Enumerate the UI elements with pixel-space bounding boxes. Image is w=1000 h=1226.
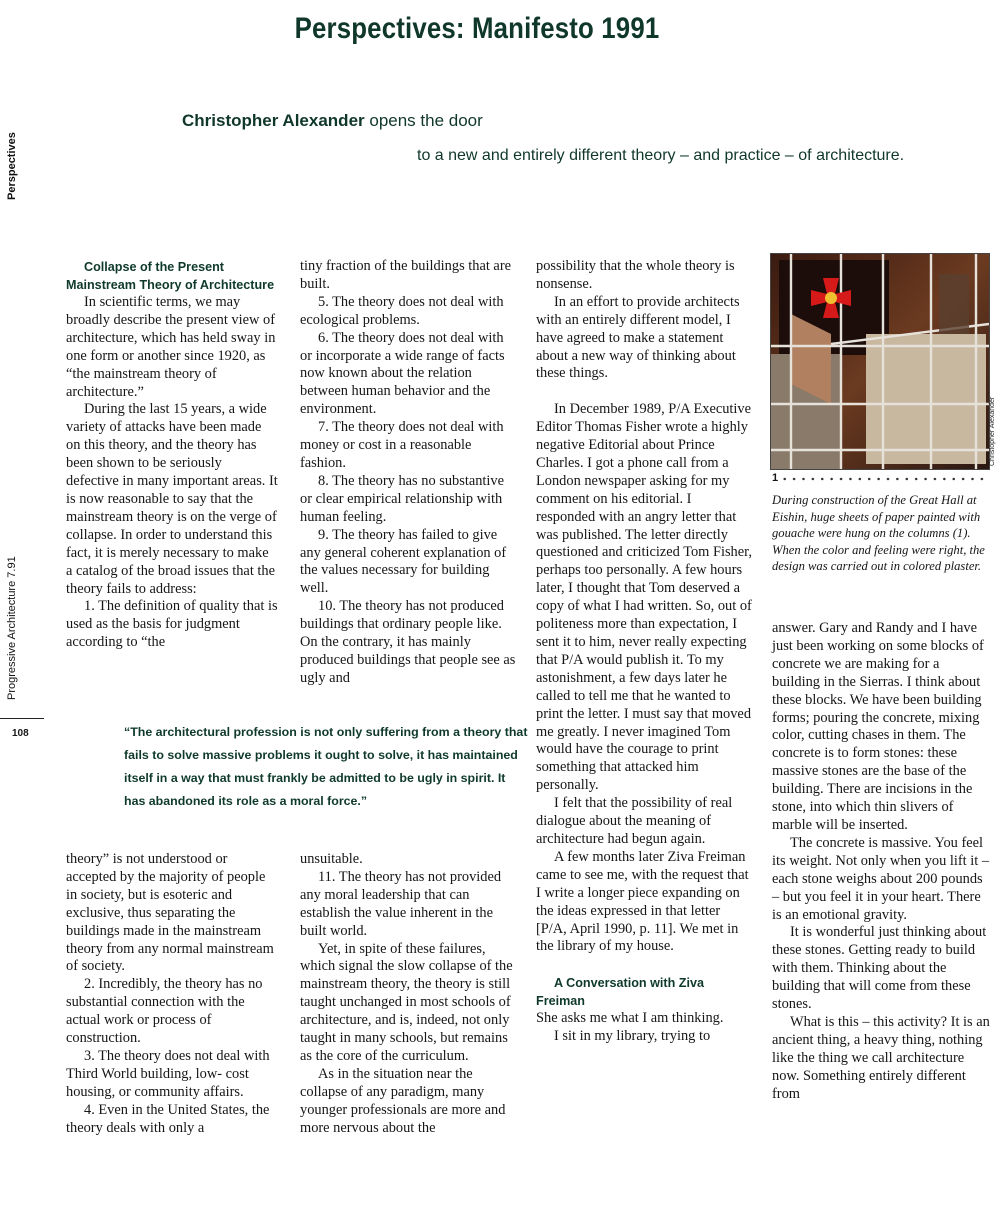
paragraph: possibility that the whole theory is nonsense. — [536, 258, 735, 292]
pull-quote: “The architectural profession is not only suffering from a theory that fails to solve massive problems it ought to solve, it has maintained itself in a way that must frankly be admitted to be ugly in spirit. It has abandoned its role as a moral force.” — [124, 725, 528, 808]
column-1-bottom — [66, 851, 278, 1138]
paragraph: I felt that the possibility of real dialogue about the meaning of architecture had begun again. — [536, 795, 733, 847]
figure-caption: During construction of the Great Hall at Eishin, huge sheets of paper painted with gouache were hung on the columns (1). When the color and feeling were right, the design was carried out in colored plaster. — [772, 493, 985, 573]
magazine-folio: Progressive Architecture 7.91 — [6, 556, 18, 700]
paragraph: 2. Incredibly, the theory has no substantial connection with the actual work or process of construction. — [66, 976, 263, 1047]
author-name: Christopher Alexander — [182, 111, 365, 130]
paragraph: theory” is not understood or accepted by the majority of people in society, but is esoteric and exclusive, thus separating the buildings made in the mainstream theory from any normal mainstream of society. — [66, 851, 274, 975]
page-number: 108 — [12, 728, 29, 739]
byline — [182, 111, 483, 131]
section-heading: A Conversation with Ziva Freiman — [536, 976, 704, 1009]
paragraph: answer. Gary and Randy and I have just been working on some blocks of concrete we are making for a building in the Sierras. I think about these blocks. We have been building forms; pouring the concrete, mixing color, cutting chases in them. The concrete is to form stones: these massive stones are the base of the building. There are incisions in the stone, into which thin slivers of marble will be inserted. — [772, 620, 984, 833]
paragraph: In an effort to provide architects with an entirely different model, I have agreed to make a statement about a new way of thinking about these things. — [536, 293, 740, 382]
folio-rule — [0, 718, 44, 719]
section-label: Perspectives — [6, 132, 18, 200]
column-2-bottom — [300, 851, 518, 1138]
paragraph: 5. The theory does not deal with ecological problems. — [300, 293, 504, 328]
paragraph: In December 1989, P/A Executive Editor Thomas Fisher wrote a highly negative Editorial about Prince Charles. I got a phone call from a London newspaper asking for my comment on his editorial. I responded with an angry letter that was published. The letter directly questioned and criticized Tom Fisher, perhaps too personally. A few hours later, I thought that Tom deserved a copy of what I had written. So, out of politeness more than expectation, I sent it to him, never really expecting that P/A would publish it. To my astonishment, a few days later he called to tell me that he wanted to print the letter. I must say that moved me greatly. I never imagined Tom would have the courage to print something that attacked him personally. — [536, 401, 752, 794]
paragraph: As in the situation near the collapse of any paradigm, many younger professionals are more and more nervous about the — [300, 1065, 506, 1136]
paragraph: During the last 15 years, a wide variety of attacks have been made on this theory, and the theory has been shown to be seriously defective in many important areas. It is now reasonable to say that the mainstream theory is on the verge of collapse. In order to understand this fact, it is merely necessary to make a catalog of the broad issues that the theory fails to address: — [66, 401, 278, 597]
paragraph: In scientific terms, we may broadly describe the present view of architecture, which has held sway in one form or another since 1920, as “the mainstream theory of architecture.” — [66, 294, 276, 400]
paragraph: A few months later Ziva Freiman came to see me, with the request that I write a longer piece expanding on the ideas expressed in that letter [P/A, April 1990, p. 11]. We met in the library of my house. — [536, 848, 749, 955]
paragraph: 7. The theory does not deal with money or cost in a reasonable fashion. — [300, 419, 504, 471]
paragraph: The concrete is massive. You feel its weight. Not only when you lift it – each stone weighs about 200 pounds – but you feel it in your heart. There is an emotional gravity. — [772, 834, 990, 923]
column-4 — [772, 620, 990, 1103]
paragraph: 6. The theory does not deal with or incorporate a wide range of facts now known about the relation between human behavior and the environment. — [300, 329, 505, 418]
paragraph: 9. The theory has failed to give any general coherent explanation of the values necessary for building well. — [300, 526, 507, 597]
paragraph: It is wonderful just thinking about these stones. Getting ready to build with them. Thinking about the building that will come from these stones. — [772, 924, 987, 1013]
photo-credit: Christopher Alexander — [989, 396, 996, 466]
paragraph: unsuitable. — [300, 851, 363, 867]
paragraph: 8. The theory has no substantive or clear empirical relationship with human feeling. — [300, 472, 504, 525]
paragraph: 3. The theory does not deal with Third World building, low- cost housing, or community affairs. — [66, 1047, 270, 1100]
paragraph: 10. The theory has not produced buildings that ordinary people like. On the contrary, it has mainly produced buildings that people see as ugly and — [300, 598, 516, 686]
column-3 — [536, 258, 754, 1046]
byline-text: opens the door — [364, 111, 483, 130]
column-1-top — [66, 258, 278, 652]
paragraph: She asks me what I am thinking. — [536, 1010, 724, 1027]
photo-illustration — [771, 254, 989, 469]
paragraph: 4. Even in the United States, the theory deals with only a — [66, 1101, 270, 1136]
paragraph: Yet, in spite of these failures, which signal the slow collapse of the mainstream theory, the theory is still taught unchanged in most schools of architecture, and is, indeed, not only taught in many schools, but remains as the core of the curriculum. — [300, 940, 513, 1064]
paragraph: 11. The theory has not provided any moral leadership that can establish the value inherent in the built world. — [300, 868, 502, 939]
subtitle: to a new and entirely different theory – and practice – of architecture. — [417, 147, 905, 164]
figure-number: 1 — [772, 472, 779, 484]
paragraph: tiny fraction of the buildings that are built. — [300, 258, 512, 292]
paragraph: 1. The definition of quality that is used as the basis for judgment according to “the — [66, 598, 278, 651]
article-title: Perspectives: Manifesto 1991 — [294, 12, 660, 45]
paragraph: I sit in my library, trying to — [554, 1028, 711, 1045]
construction-photo — [770, 253, 990, 470]
dotted-rule — [780, 477, 990, 481]
section-heading: Collapse of the Present Mainstream Theory of Architecture — [66, 260, 275, 292]
paragraph: What is this – this activity? It is an ancient thing, a heavy thing, nothing like the thing we call architecture now. Something entirely different from — [772, 1013, 990, 1102]
column-2-top — [300, 258, 518, 688]
